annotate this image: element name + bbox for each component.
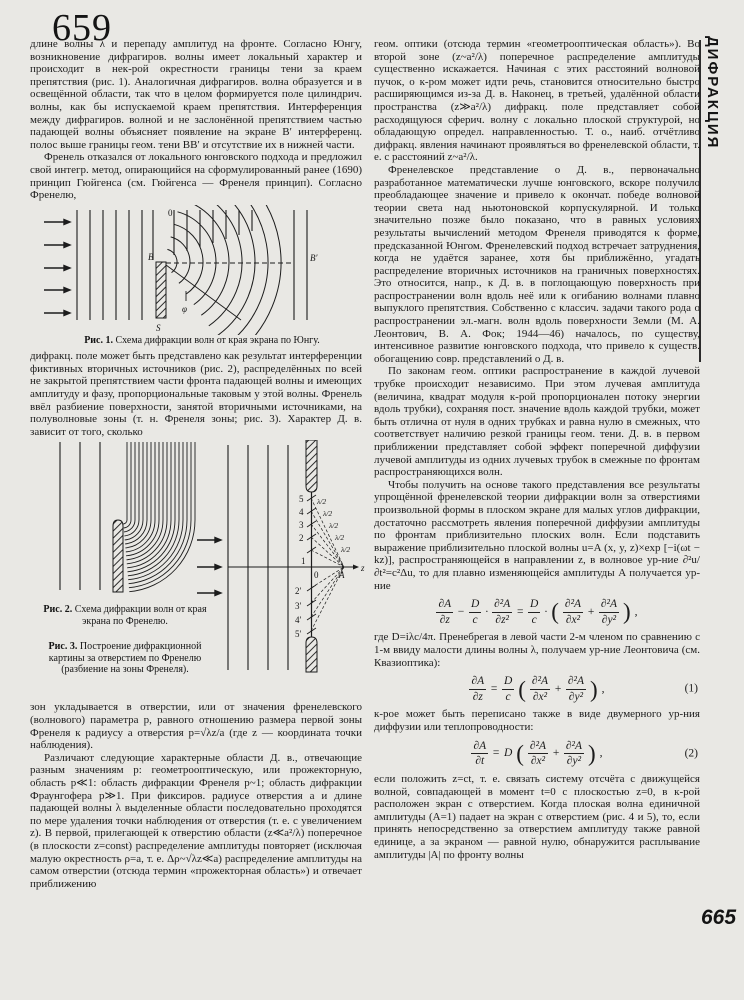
paragraph: длине волны λ и перепаду амплитуд на фронте. Согласно Юнгу, возникновение дифрагиров. волны имеет локальный характер и происходит в нек-рой окрестности границы тени за краем препятствия (рис. 1). Аналогичная дифрагиров. волна образуется и в освещённой области, так что в целом формируется поле цилиндрич. волны, как бы испускаемой краем препятствия. Интерференция между дифрагиров. волной и не заслонённой препятствием частью падающей волны объясняет появление на экране B′ интерференц. полос выше границы геом. тени BB′ и отсутствие их в нижней части.: [30, 38, 362, 151]
fig3-zone-2: 2: [299, 533, 304, 544]
figure-2-caption: [30, 604, 220, 627]
paragraph: где D=iλc/4π. Пренебрегая в левой части 2-м членом по сравнению с 1-м ввиду малости длины волны λ, получаем ур-ние Леонтовича (см. Квазиоптика):: [374, 631, 700, 669]
margin-article-title: ДИФРАКЦИЯ: [704, 36, 721, 150]
plane-wavefronts-upper-right: [174, 210, 307, 320]
operator: +: [554, 683, 562, 695]
equation-number: (2): [684, 747, 698, 760]
fraction: $\frac{\partial A}{\partial t}$: [473, 739, 487, 768]
fig1-label-origin: 0: [168, 207, 173, 218]
fraction: $\frac{\text{∂²A}}{\text{∂x²}}$: [531, 675, 549, 703]
bending-wavefronts: [123, 442, 195, 592]
figure-2-diagram: [55, 440, 200, 598]
fig3-label-z: z: [361, 563, 365, 574]
fig3-zone-3b: 3′: [295, 601, 302, 612]
paragraph: если положить z=ct, т. е. связать систему отсчёта с движущейся волной, совпадающей в момент t=0 с плоскостью z=0, в к-рой расположен экран с отверстием. Когда плоская волна единичной амплитуды (A=1) падает на экран с отверстием (рис. 4 и 5), то, если принять непосредственно за отверстием амплитуду также равной единице, а за экраном — равной нулю, обнаружится расплывание амплитуды |A| по фронту волны: [374, 772, 700, 861]
paragraph: зон укладывается в отверстии, или от значения френелевского (волнового) параметра p, равного отношению размера первой зоны Френеля к радиусу a отверстия p=√λz/a (где z — координата точки наблюдения).: [30, 701, 362, 752]
operator: ·: [485, 605, 489, 618]
paragraph: Различают следующие характерные области Д. в., отвечающие разным значениям p: геометрооптическую, или прожекторную, область p≪1: область дифракции Френеля p~1; область дифракции Фраунгофера p≫1. При фиксиров. радиусе отверстия a и длине падающей волны λ выделенные области последовательно проходятся по мере удаления точки наблюдения от отверстия (т. е. с увеличением z). В первой, прилегающей к отверстию области (z≪a²/λ) поперечное (в плоскости z=const) распределение амплитуды повторяет (исключая малую окрестность ρ=a, т. е. Δρ~√λz≪a) распределение амплитуды на самом отверстии (отсюда термин «прожекторная область») и отвечает приближению: [30, 751, 362, 890]
fig3-label-a: A: [339, 570, 345, 581]
operator: −: [457, 605, 465, 618]
fig3-halfwave-3: λ/2: [329, 521, 339, 531]
operator: ·: [544, 605, 548, 618]
figure-1-caption: [42, 335, 362, 347]
equation-number: (1): [684, 683, 698, 696]
fig3-zone-5: 5: [299, 494, 304, 505]
plane-wavefronts: [60, 442, 100, 590]
screen-obstacle: [113, 520, 123, 592]
fig3-zone-4b: 4′: [295, 615, 302, 626]
equation-amplitude: [374, 598, 700, 626]
page-number-659: 659: [52, 7, 112, 49]
fraction: $\frac{D}{c}$: [503, 675, 513, 703]
paragraph: геом. оптики (отсюда термин «геометрооптическая область»). Во второй зоне (z~a²/λ) поперечное распределение амплитуды существенно искажается. Начиная с этих расстояний волновой пучок, о к-ром может идти речь, становится относительно быстро расширяющимся из-за Д. в. Наконец, в третьей, удалённой области пространства (z≫a²/λ) дифракц. поле представляет собой расходящуюся сферич. волну с локально плоской структурой, но обладающую определ. направленностью. Т. о., наиб. отчётливо дифракц. явления начинают проявляться во френелевской области, т. е. с расстояний z~a²/λ.: [374, 38, 700, 164]
equation-2: [374, 740, 700, 768]
comma: ,: [601, 683, 605, 695]
right-paren: ): [590, 676, 598, 702]
paragraph: По законам геом. оптики распространение в каждой лучевой трубке происходит независимо. При этом лучевая амплитуда (величина, квадрат модуля к-рой пропорционален потоку энергии вдоль трубки), сохраняя пост. значение вдоль каждой трубки, может быть отлична от нуля в одних трубках и равна нулю в смежных, что соответствует наличию резкой границы геом. тени. Д. в. в первом приближении представляет собой эффект поперечной диффузии лучевой амплитуды из одних лучевых трубок в смежные по фронтам распространяющихся волн.: [374, 365, 700, 479]
fraction: $\frac{D}{c}$: [470, 598, 480, 626]
right-paren: ): [588, 741, 596, 767]
figure-3-caption-label: Рис. 3.: [48, 641, 78, 653]
coefficient: D: [503, 747, 513, 760]
paragraph: к-рое может быть переписано также в виде двумерного ур-ния диффузии или теплопроводности:: [374, 708, 700, 734]
right-paren: ): [622, 599, 631, 625]
screen-top-half: [306, 440, 317, 492]
operator: =: [516, 605, 525, 618]
screen-obstacle: [156, 262, 166, 318]
operator: +: [552, 747, 560, 760]
operator: =: [490, 683, 498, 695]
shadow-edge-diagonal: [166, 265, 241, 320]
fraction: $\frac{D}{c}$: [530, 598, 539, 626]
incident-wave-arrows: [44, 219, 70, 315]
fraction: $\frac{\text{∂²A}}{\text{∂y²}}$: [567, 675, 584, 703]
figure-1-caption-label: Рис. 1.: [84, 334, 113, 346]
figure-1-caption-text: Схема дифракции волн от края экрана по Юнгу.: [113, 334, 320, 346]
figure-3-diagram: [195, 440, 370, 675]
fig3-label-origin: 0: [314, 570, 319, 581]
figure-1: [30, 205, 362, 347]
left-paren: (: [516, 741, 524, 767]
fig1-label-b-prime: B′: [310, 252, 318, 263]
fraction: $\frac{\text{∂²A}}{\text{∂z²}}$: [494, 598, 511, 626]
fig1-label-b: B: [148, 251, 154, 262]
fig3-zone-2b: 2′: [295, 586, 302, 597]
comma: ,: [634, 605, 638, 618]
screen-bottom-half: [306, 637, 317, 672]
diffracted-wave-arcs: [167, 205, 281, 335]
operator: =: [492, 747, 500, 760]
fraction: $\frac{\text{∂²A}}{\text{∂y²}}$: [600, 598, 617, 626]
paragraph: Френелевское представление о Д. в., первоначально разработанное математически лучше юнговского, вскоре получило преобладающее значение и привело к окончат. победе волновой теории света над ньютоновской корпускулярной. И только значительно позже было показано, что в равных условиях результаты вычислений методом Френеля приводятся к форме, предсказанной Юнгом. Френелевский подход встречает затруднения, когда не удаётся заранее, хотя бы приближённо, угадать распределение вторичных источников на граничных поверхностях. Это относится, напр., к Д. в. в поглощающую поверхность при распространении волн вдоль неё или к огибанию волнами плавно выпуклого препятствия. Собственно с классич. задачи такого рода о распространении эл.-магн. волн вдоль поверхности Земли (М. А. Леонтович, В. А. Фок; 1944—46) началось, по существу, интенсивное развитие юнговского подхода, что привело к существ. обогащению совр. представлений о Д. в.: [374, 163, 700, 365]
paragraph: Чтобы получить на основе такого представления все результаты упрощённой френелевской теории дифракции волн за отверстиями произвольной формы в плоском экране для малых углов дифракции, достаточно рассмотреть явления поперечной диффузии амплитуды по фронтам приблизительно плоских волн. Если подставить выражение приблизительно плоской волны u=A (x, y, z)×exp [−i(ωt − kz)], распространяющейся в направлении z, в волновое ур-ние ∂²u/∂t²=c²Δu, то для плавно изменяющейся амплитуды A получается ур-ние: [374, 478, 700, 592]
fraction: $\frac{\partial A}{\partial z}$: [471, 675, 485, 703]
fraction: $\frac{\text{∂²A}}{\text{∂x²}}$: [529, 739, 547, 768]
plane-wavefronts: [77, 210, 153, 320]
fig3-zone-1: 1: [301, 556, 306, 567]
figure-3-caption: [30, 641, 220, 676]
fig1-label-phi: φ: [182, 303, 187, 314]
fig3-zone-5b: 5′: [295, 629, 302, 640]
incident-wave-arrows: [197, 538, 221, 596]
fraction: $\frac{\partial A}{\partial z}$: [438, 598, 452, 626]
fig3-zone-3: 3: [299, 520, 304, 531]
left-column: [30, 38, 365, 890]
comma: ,: [599, 747, 603, 760]
left-paren: (: [551, 599, 559, 625]
fraction: $\frac{\text{∂²A}}{\text{∂x²}}$: [564, 598, 582, 626]
figure-1-diagram: [42, 205, 332, 335]
equation-1: [374, 675, 700, 703]
fig3-halfwave-2: λ/2: [323, 509, 333, 519]
figure-2-caption-text: Схема дифракции волн от края экрана по Френелю.: [72, 604, 207, 627]
right-column: [374, 38, 700, 861]
figure-3-caption-text: Построение дифракционной картины за отверстием по Френелю (разбиение на зоны Френеля).: [48, 641, 202, 676]
fig3-halfwave-4: λ/2: [335, 533, 345, 543]
fig3-halfwave-5: λ/2: [341, 545, 351, 555]
figures-2-3: [30, 440, 365, 698]
operator: +: [587, 605, 595, 618]
z-axis-arrowhead: [353, 565, 359, 570]
left-paren: (: [518, 676, 526, 702]
fig3-halfwave-1: λ/2: [317, 497, 327, 507]
fraction: $\frac{\text{∂²A}}{\text{∂y²}}$: [565, 739, 582, 768]
figure-2-caption-label: Рис. 2.: [43, 604, 73, 616]
fig1-label-s: S: [156, 322, 161, 333]
plane-wavefronts: [228, 445, 288, 670]
paragraph: дифракц. поле может быть представлено как результат интерференции фиктивных вторичных источников (рис. 2), распределённых по всей не закрытой препятствием части фронта падающей волны и имеющих амплитуду и фазу, пропорциональные таковым у этой волны. Френель ввёл разбиение поверхности, занятой вторичными источниками, на полуволновые зоны (т. н. Френеля зоны; рис. 3). Характер Д. в. зависит от того, сколько: [30, 350, 362, 438]
fig3-zone-4: 4: [299, 507, 304, 518]
paragraph: Френель отказался от локального юнговского подхода и предложил свой интегр. метод, опирающийся на сформулированный ранее (1690) принцип Гюйгенса (см. Гюйгенса — Френеля принцип). Согласно Френелю,: [30, 151, 362, 202]
page-number-665: 665: [701, 906, 737, 929]
